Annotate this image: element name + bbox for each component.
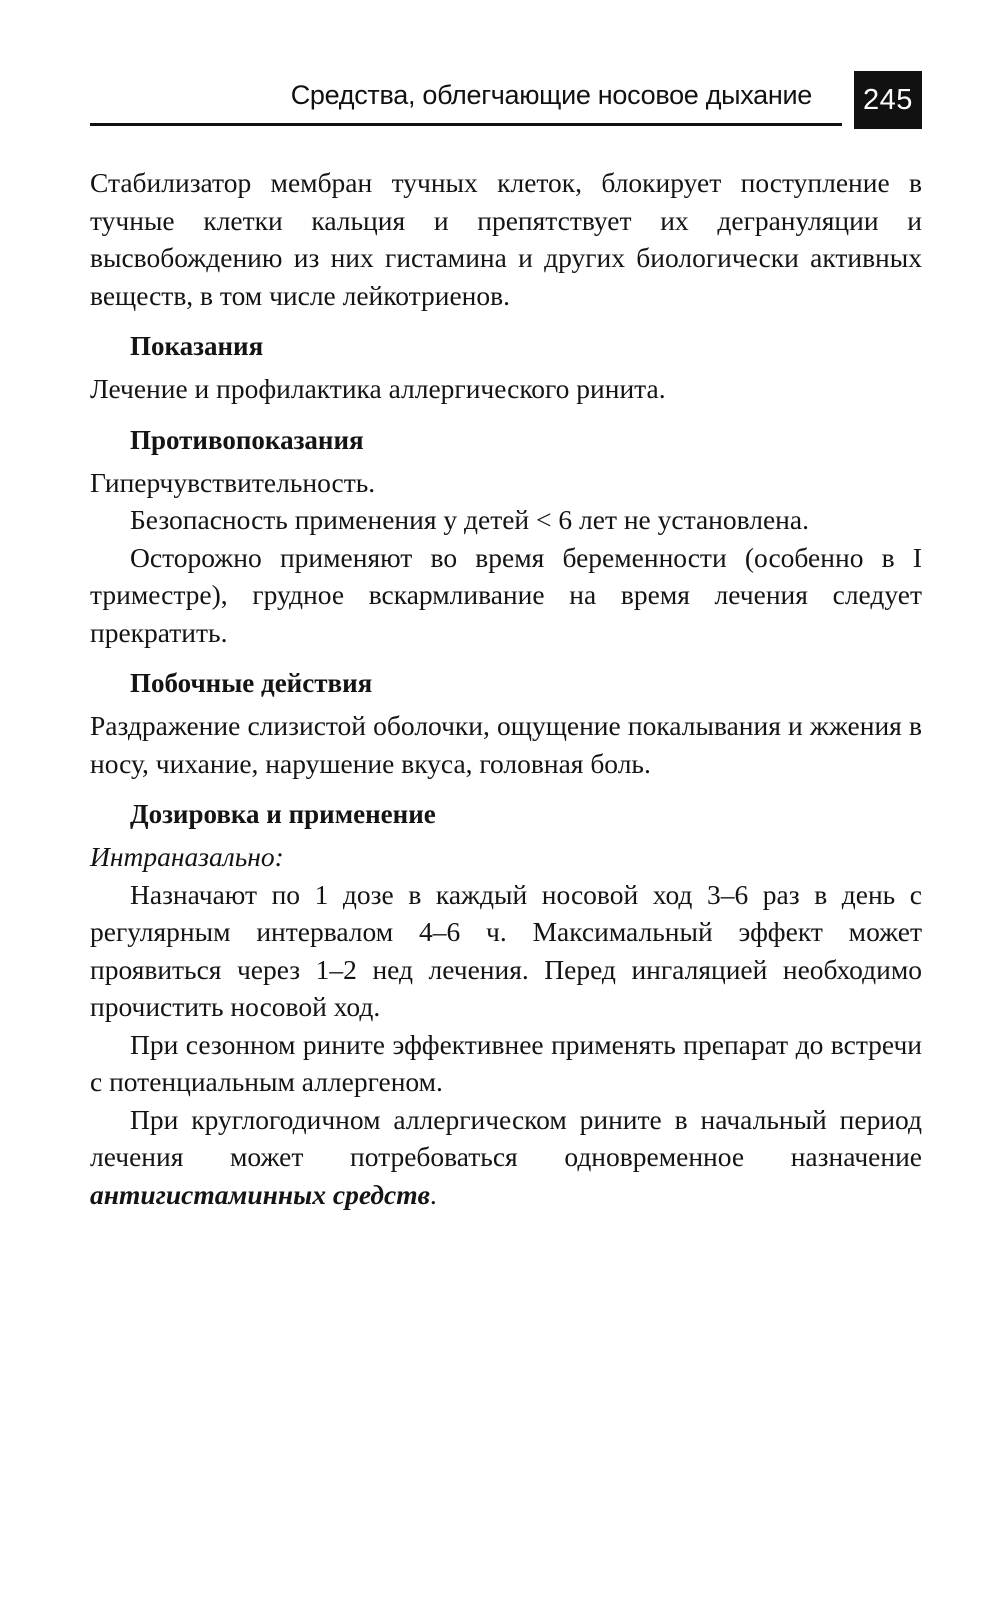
running-header [90, 68, 922, 130]
intro-paragraph: Стабилизатор мембран тучных клеток, блокирует поступление в тучные клетки кальция и препятствует их дегрануляции и высвобождению из них гистамина и других биологически активных веществ, в том числе лейкотриенов. [90, 167, 922, 311]
dosage-paragraph-3-text: При круглогодичном аллергическом рините в начальный период лечения может потребоваться одновременное назначение [90, 1103, 922, 1172]
contraindications-text: Гиперчувствительность. [90, 466, 376, 498]
indications-text: Лечение и профилактика аллергического ринита. [90, 373, 666, 404]
pregnancy-paragraph: Осторожно применяют во время беременности (особенно в I триместре), грудное вскармливание на время лечения следует прекратить. [90, 541, 922, 648]
contraindications-heading: Противопоказания [130, 424, 364, 455]
children-safety-paragraph: Безопасность применения у детей < 6 лет не установлена. [130, 504, 809, 535]
book-page [90, 68, 922, 1213]
indications-heading: Показания [130, 331, 264, 361]
dosage-paragraph-1: Назначают по 1 дозе в каждый носовой ход 3–6 раз в день с регулярным интервалом 4–6 ч. Максимальный эффект может проявиться через 1–2 нед лечения. Перед ингаляцией необходимо прочистить носовой ход. [90, 878, 922, 1022]
antihistamines-cross-reference: антигистаминных средств [90, 1178, 430, 1210]
administration-route: Интраназально: [90, 841, 284, 872]
dosage-paragraph-2: При сезонном рините эффективнее применять препарат до встречи с потенциальным аллергеном. [90, 1028, 922, 1097]
header-rule [90, 123, 842, 126]
side-effects-heading: Побочные действия [130, 668, 373, 698]
side-effects-text: Раздражение слизистой оболочки, ощущение покалывания и жжения в носу, чихание, нарушение вкуса, головная боль. [90, 710, 922, 779]
dosage-heading: Дозировка и применение [130, 799, 436, 829]
dosage-paragraph-3-end: . [429, 1178, 437, 1210]
article-body [90, 164, 922, 1213]
dosage-paragraph-3 [90, 1101, 922, 1214]
running-header-title: Средства, облегчающие носовое дыхание [290, 80, 812, 110]
page-number: 245 [854, 71, 922, 129]
